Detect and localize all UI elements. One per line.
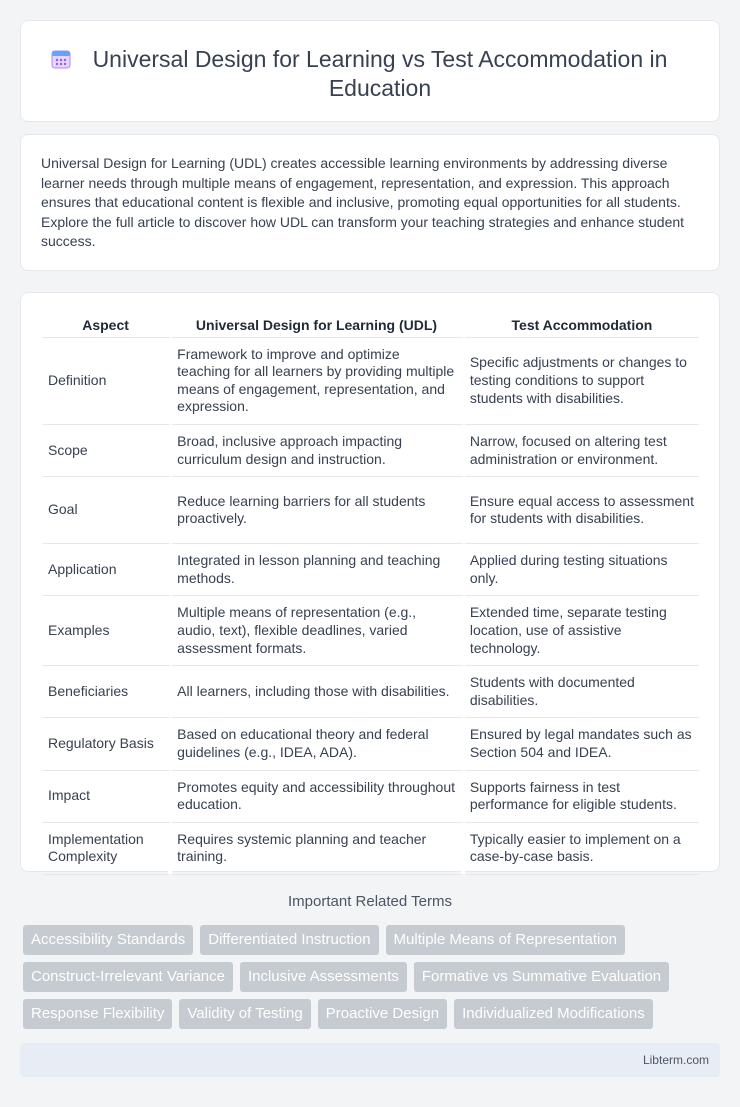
title-card xyxy=(20,20,720,122)
related-term-tag[interactable]: Inclusive Assessments xyxy=(240,962,407,992)
table-row xyxy=(43,771,699,823)
row-aspect: Implementation Complexity xyxy=(43,823,172,875)
related-terms-title: Important Related Terms xyxy=(288,893,452,910)
row-aspect: Application xyxy=(43,544,172,596)
row-udl: Reduce learning barriers for all students proactively. xyxy=(172,477,465,544)
row-aspect: Goal xyxy=(43,477,172,544)
table-row xyxy=(43,823,699,875)
row-test-accommodation: Supports fairness in test performance for eligible students. xyxy=(465,771,699,823)
row-test-accommodation: Narrow, focused on altering test administration or environment. xyxy=(465,425,699,477)
row-test-accommodation: Typically easier to implement on a case-by-case basis. xyxy=(465,823,699,875)
row-udl: Multiple means of representation (e.g., audio, text), flexible deadlines, varied assessment formats. xyxy=(172,596,465,666)
row-udl: Requires systemic planning and teacher training. xyxy=(172,823,465,875)
table-row xyxy=(43,596,699,666)
row-test-accommodation: Applied during testing situations only. xyxy=(465,544,699,596)
row-test-accommodation: Students with documented disabilities. xyxy=(465,666,699,718)
row-udl: Integrated in lesson planning and teaching methods. xyxy=(172,544,465,596)
related-term-tag[interactable]: Individualized Modifications xyxy=(454,999,653,1029)
column-header-udl: Universal Design for Learning (UDL) xyxy=(172,315,465,338)
table-row xyxy=(43,544,699,596)
related-term-tag[interactable]: Multiple Means of Representation xyxy=(386,925,625,955)
related-term-tag[interactable]: Validity of Testing xyxy=(179,999,310,1029)
row-aspect: Beneficiaries xyxy=(43,666,172,718)
row-udl: Broad, inclusive approach impacting curriculum design and instruction. xyxy=(172,425,465,477)
related-term-tag[interactable]: Formative vs Summative Evaluation xyxy=(414,962,669,992)
footer xyxy=(20,1043,720,1077)
row-aspect: Impact xyxy=(43,771,172,823)
row-aspect: Definition xyxy=(43,338,172,425)
table-row xyxy=(43,666,699,718)
row-test-accommodation: Extended time, separate testing location, use of assistive technology. xyxy=(465,596,699,666)
table-row xyxy=(43,425,699,477)
row-aspect: Scope xyxy=(43,425,172,477)
row-udl: All learners, including those with disabilities. xyxy=(172,666,465,718)
table-row xyxy=(43,477,699,544)
table-row xyxy=(43,338,699,425)
page-title: Universal Design for Learning vs Test Accommodation in Education xyxy=(92,46,668,101)
related-terms-list xyxy=(23,925,723,1029)
row-udl: Based on educational theory and federal guidelines (e.g., IDEA, ADA). xyxy=(172,718,465,770)
related-term-tag[interactable]: Proactive Design xyxy=(318,999,447,1029)
comparison-table-card xyxy=(20,292,720,872)
row-udl: Promotes equity and accessibility throughout education. xyxy=(172,771,465,823)
column-header-test-accommodation: Test Accommodation xyxy=(465,315,699,338)
related-term-tag[interactable]: Construct-Irrelevant Variance xyxy=(23,962,233,992)
related-term-tag[interactable]: Response Flexibility xyxy=(23,999,172,1029)
column-header-aspect: Aspect xyxy=(43,315,172,338)
table-row xyxy=(43,718,699,770)
intro-card xyxy=(20,134,720,271)
row-udl: Framework to improve and optimize teaching for all learners by providing multiple means of engagement, representation, and expression. xyxy=(172,338,465,425)
footer-brand[interactable]: Libterm.com xyxy=(642,1053,709,1067)
table-header-row xyxy=(43,315,699,338)
row-aspect: Examples xyxy=(43,596,172,666)
row-test-accommodation: Ensure equal access to assessment for students with disabilities. xyxy=(465,477,699,544)
related-term-tag[interactable]: Differentiated Instruction xyxy=(200,925,378,955)
row-test-accommodation: Ensured by legal mandates such as Section 504 and IDEA. xyxy=(465,718,699,770)
related-term-tag[interactable]: Accessibility Standards xyxy=(23,925,193,955)
row-aspect: Regulatory Basis xyxy=(43,718,172,770)
row-test-accommodation: Specific adjustments or changes to testing conditions to support students with disabilities. xyxy=(465,338,699,425)
comparison-table xyxy=(43,315,699,875)
intro-text: Universal Design for Learning (UDL) creates accessible learning environments by addressing diverse learner needs through multiple means of engagement, representation, and expression. This approach ensures that educational content is flexible and inclusive, promoting equal opportunities for all students. Explore the full article to discover how UDL can transform your teaching strategies and enhance student success. xyxy=(41,155,685,250)
